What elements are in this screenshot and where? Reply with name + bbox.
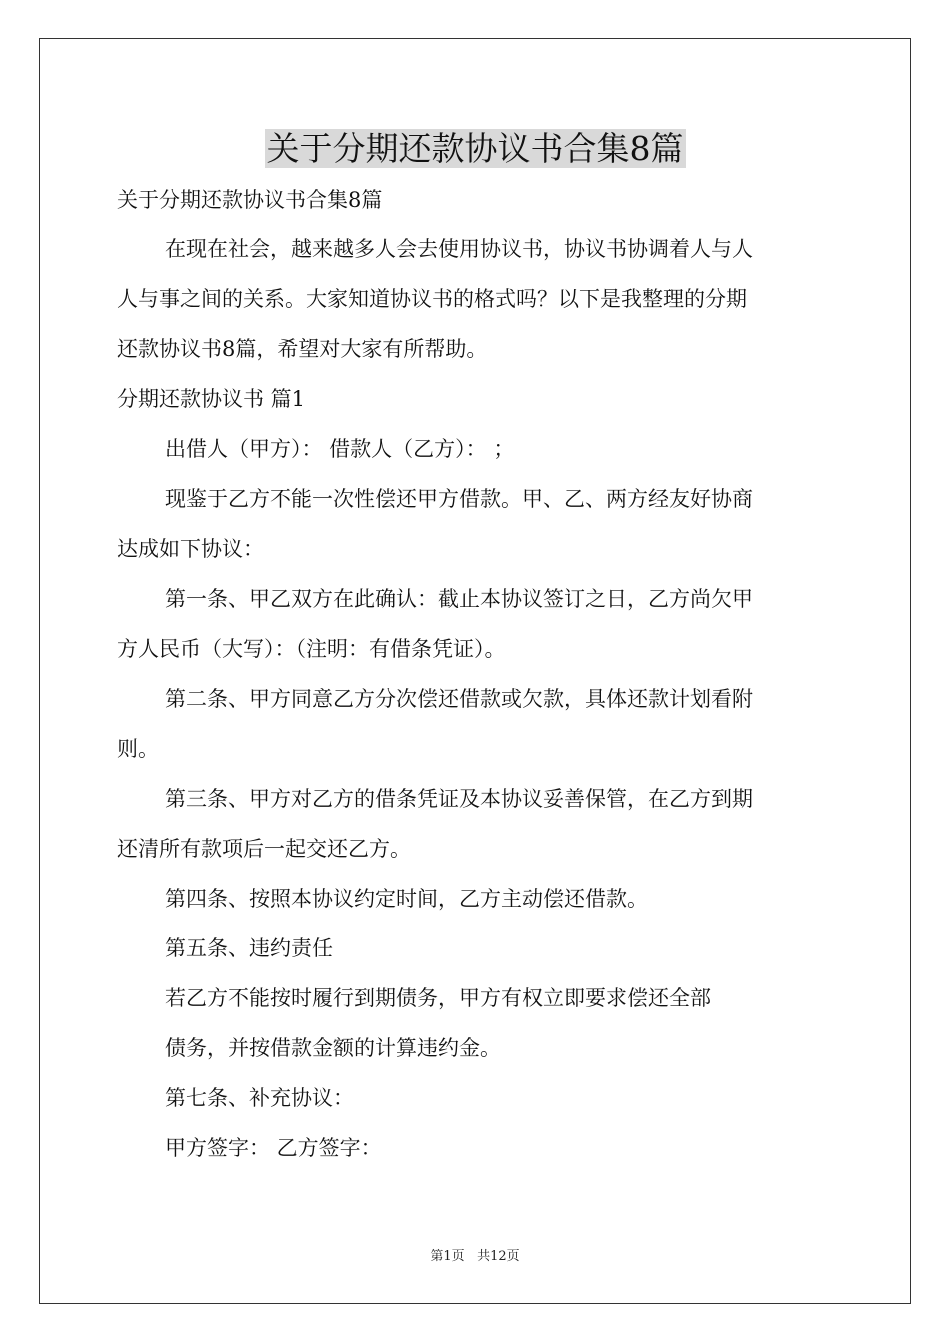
signature-line: 甲方签字： 乙方签字：: [165, 1136, 382, 1160]
paragraph-line: 第二条、甲方同意乙方分次偿还借款或欠款，具体还款计划看附: [165, 687, 753, 711]
page-border: [39, 38, 911, 1304]
paragraph-line: 第四条、按照本协议约定时间，乙方主动偿还借款。: [165, 887, 648, 911]
paragraph-line: 第一条、甲乙双方在此确认：截止本协议签订之日，乙方尚欠甲: [165, 587, 753, 611]
footer-spacer: [465, 1249, 477, 1264]
paragraph-line: 出借人（甲方）： 借款人（乙方）： ；: [165, 437, 515, 461]
paragraph-line: 第七条、补充协议：: [165, 1086, 354, 1110]
paragraph-line: 还款协议书8篇，希望对大家有所帮助。: [117, 337, 488, 361]
subtitle-line: 关于分期还款协议书合集8篇: [117, 188, 383, 212]
paragraph-line: 第三条、甲方对乙方的借条凭证及本协议妥善保管，在乙方到期: [165, 787, 753, 811]
paragraph-line: 达成如下协议：: [117, 537, 264, 561]
paragraph-line: 现鉴于乙方不能一次性偿还甲方借款。甲、乙、两方经友好协商: [165, 487, 753, 511]
paragraph-line: 在现在社会，越来越多人会去使用协议书，协议书协调着人与人: [165, 237, 753, 261]
page-footer: [0, 1248, 950, 1266]
document-title: [0, 126, 950, 172]
paragraph-line: 还清所有款项后一起交还乙方。: [117, 837, 411, 861]
paragraph-line: 则。: [117, 737, 159, 761]
page-number: 第1页: [430, 1249, 465, 1264]
paragraph-line: 若乙方不能按时履行到期债务，甲方有权立即要求偿还全部: [165, 986, 711, 1010]
page-total: 共12页: [477, 1249, 520, 1264]
paragraph-line: 方人民币（大写）：（注明：有借条凭证）。: [117, 637, 506, 661]
paragraph-line: 第五条、违约责任: [165, 936, 333, 960]
section-heading: 分期还款协议书 篇1: [117, 387, 306, 411]
document-title-text: 关于分期还款协议书合集8篇: [266, 129, 684, 168]
paragraph-line: 人与事之间的关系。大家知道协议书的格式吗？以下是我整理的分期: [117, 287, 747, 311]
paragraph-line: 债务，并按借款金额的计算违约金。: [165, 1036, 501, 1060]
